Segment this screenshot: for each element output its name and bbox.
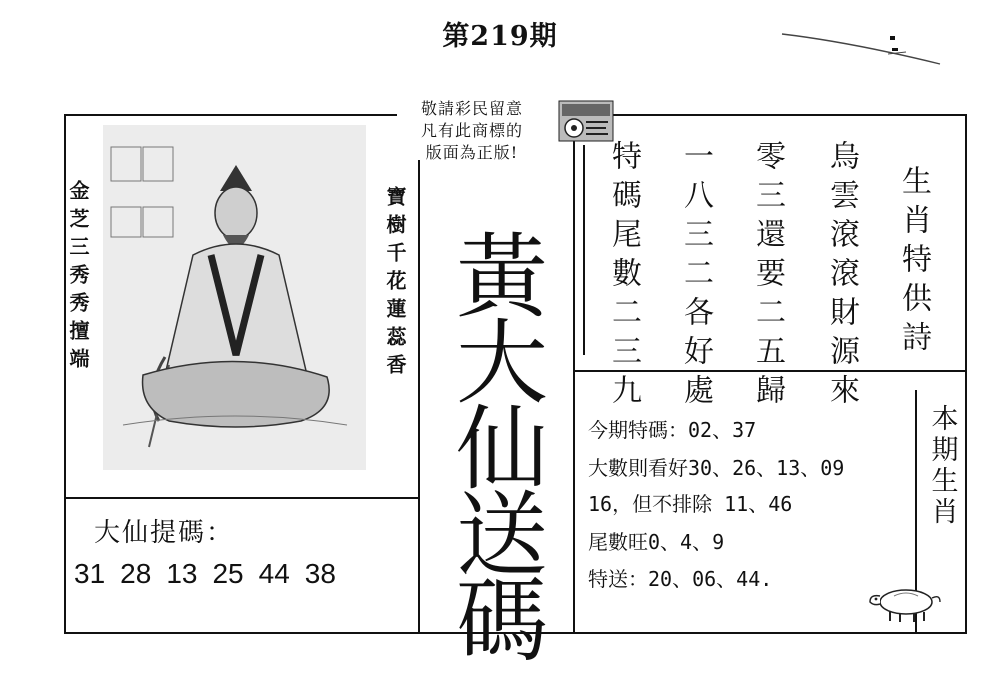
poem-line-3: 一八三二各好處 xyxy=(678,140,713,413)
notice-line-1: 敬請彩民留意 xyxy=(420,99,523,118)
tip-number: 25 xyxy=(212,558,244,589)
divider-poem-inner xyxy=(583,145,585,355)
frame-right xyxy=(965,114,967,634)
poem-heading: 生肖特供詩 xyxy=(896,165,931,360)
prediction-line-3: 16，但不排除 11、46 xyxy=(588,492,793,516)
tips-numbers xyxy=(74,558,351,590)
deity-portrait-image xyxy=(103,125,366,470)
tip-number: 28 xyxy=(120,558,152,589)
frame-top-left xyxy=(64,114,397,116)
main-title: 黃大仙送碼 xyxy=(441,228,548,658)
scribble-mark xyxy=(780,28,950,78)
zodiac-label: 本期生肖 xyxy=(931,404,959,528)
prediction-line-5: 特送：20、06、44. xyxy=(588,567,773,591)
poem-line-2: 零三還要二五歸 xyxy=(750,140,785,413)
prediction-line-1: 今期特碼：02、37 xyxy=(588,418,757,442)
deity-portrait xyxy=(103,125,366,470)
divider-left-panel xyxy=(418,160,420,634)
poem-line-4: 特碼尾數二三九 xyxy=(606,140,641,413)
trademark-notice xyxy=(386,98,558,164)
tip-number: 13 xyxy=(166,558,198,589)
prediction-line-4: 尾數旺0、4、9 xyxy=(588,530,725,554)
poem-line-1: 烏雲滾滾財源來 xyxy=(824,140,859,413)
tip-number: 38 xyxy=(304,558,336,589)
notice-line-3: 版面為正版! xyxy=(425,143,519,162)
issue-title: 第219期 xyxy=(442,21,558,52)
tip-number: 44 xyxy=(258,558,290,589)
tips-label: 大仙提碼： xyxy=(94,518,235,548)
pig-icon xyxy=(864,582,948,624)
prediction-line-2: 大數則看好30、26、13、09 xyxy=(588,456,845,480)
frame-top-right xyxy=(573,114,966,116)
notice-line-2: 凡有此商標的 xyxy=(420,121,523,140)
left-verse: 金芝三秀秀擅端 xyxy=(66,180,90,376)
right-verse: 寶樹千花蓮蕊香 xyxy=(383,186,407,382)
divider-left-horizontal xyxy=(64,497,420,499)
divider-center-panel xyxy=(573,114,575,634)
tip-number: 31 xyxy=(74,558,106,589)
trademark-logo xyxy=(558,100,614,142)
